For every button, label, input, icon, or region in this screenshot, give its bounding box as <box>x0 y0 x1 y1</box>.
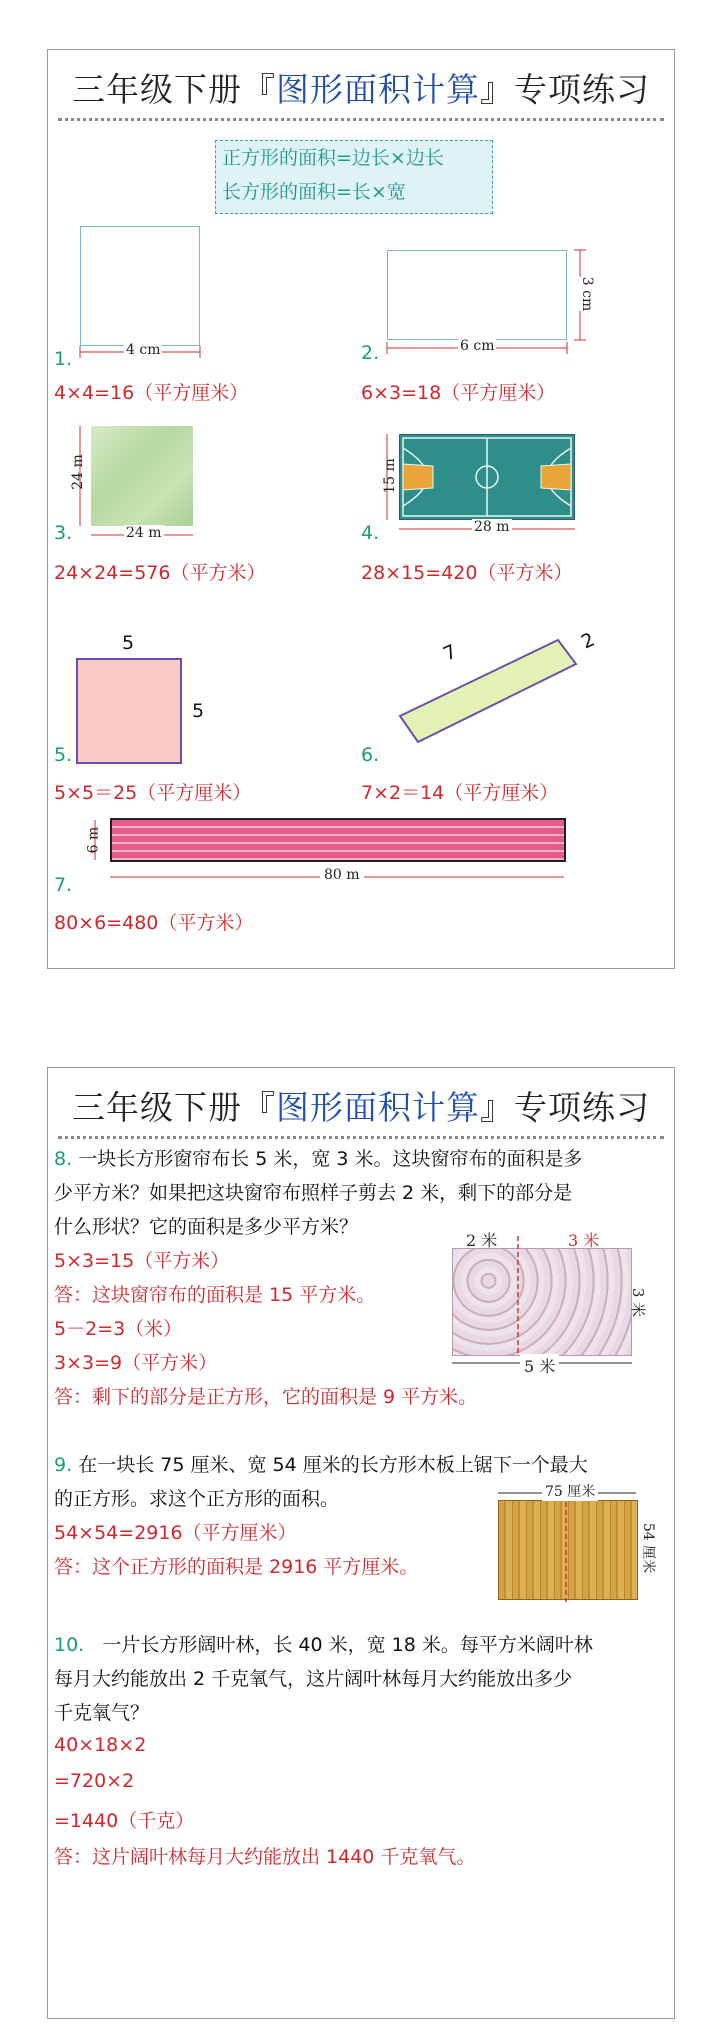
width-label: 3 cm <box>579 276 596 312</box>
problem-text: 一片长方形阔叶林，长 40 米，宽 18 米。每平方米阔叶林 <box>102 1634 593 1656</box>
answer-6: 7×2＝14（平方厘米） <box>361 782 559 804</box>
problem-10-text <box>54 1630 593 1657</box>
answer-5: 5×5＝25（平方厘米） <box>54 782 252 804</box>
title-suffix: 』专项练习 <box>480 1088 650 1127</box>
page-title <box>48 64 674 111</box>
answer-4: 28×15=420（平方米） <box>361 562 573 584</box>
title-prefix: 三年级下册『 <box>72 70 276 109</box>
title-topic: 图形面积计算 <box>276 1088 480 1127</box>
problem-text: 什么形状？它的面积是多少平方米？ <box>54 1216 359 1238</box>
rect-formula: 长方形的面积=长×宽 <box>222 181 406 203</box>
title-suffix: 』专项练习 <box>480 70 650 109</box>
problem-number: 5. <box>54 744 73 766</box>
side-label: 24 m <box>69 454 86 490</box>
width-label: 15 m <box>381 458 398 494</box>
answer-7: 80×6=480（平方米） <box>54 912 254 934</box>
answer-1: 4×4=16（平方厘米） <box>54 382 249 404</box>
dotted-divider <box>58 1136 664 1139</box>
side-label: 24 m <box>126 525 162 541</box>
top-side-label: 5 <box>122 632 135 654</box>
basketball-court-figure <box>399 434 575 520</box>
page-title <box>48 1082 674 1129</box>
problem-number: 2. <box>361 342 380 364</box>
answer-2: 6×3=18（平方厘米） <box>361 382 556 404</box>
solution-line: =720×2 <box>54 1770 135 1792</box>
problem-number: 10. <box>54 1634 85 1656</box>
solution-line: 5×3=15（平方米） <box>54 1250 230 1272</box>
problem-number: 6. <box>361 744 380 766</box>
problem-number: 8. <box>54 1148 73 1170</box>
title-prefix: 三年级下册『 <box>72 1088 276 1127</box>
square-figure-1 <box>80 226 200 346</box>
leaf-square-photo <box>91 426 193 526</box>
solution-line: 54×54=2916（平方厘米） <box>54 1522 297 1544</box>
square-formula: 正方形的面积=边长×边长 <box>222 147 444 169</box>
problem-text: 每月大约能放出 2 千克氧气，这片阔叶林每月大约能放出多少 <box>54 1668 573 1690</box>
tilted-rectangle-figure <box>390 630 590 760</box>
short-side-label: 2 <box>577 628 599 654</box>
problem-text: 的正方形。求这个正方形的面积。 <box>54 1488 340 1510</box>
solution-line: 5－2=3（米） <box>54 1318 183 1340</box>
problem-text: 少平方米？如果把这块窗帘布照样子剪去 2 米，剩下的部分是 <box>54 1182 573 1204</box>
problem-9-text <box>54 1450 588 1477</box>
problem-text: 一块长方形窗帘布长 5 米，宽 3 米。这块窗帘布的面积是多 <box>78 1148 583 1170</box>
dotted-divider <box>58 118 664 121</box>
problem-number: 9. <box>54 1454 73 1476</box>
length-label: 6 cm <box>460 338 495 354</box>
wood-board-photo <box>498 1500 638 1600</box>
solution-line: 答：剩下的部分是正方形，它的面积是 9 平方米。 <box>54 1386 478 1408</box>
problem-8-text <box>54 1144 583 1171</box>
width-label: 4 cm <box>126 342 161 358</box>
pink-square-figure <box>76 658 182 764</box>
problem-number: 1. <box>54 348 73 370</box>
answer-3: 24×24=576（平方米） <box>54 562 266 584</box>
width-label: 54 厘米 <box>640 1522 657 1574</box>
width-label: 3 米 <box>629 1287 648 1318</box>
solution-line: 答：这个正方形的面积是 2916 平方厘米。 <box>54 1556 419 1578</box>
worksheet-page-1 <box>47 49 675 969</box>
running-track-figure <box>110 818 566 862</box>
rectangle-figure-2 <box>387 250 567 340</box>
problem-number: 4. <box>361 522 380 544</box>
width-label: 6 m <box>85 826 102 854</box>
solution-line: 答：这片阔叶林每月大约能放出 1440 千克氧气。 <box>54 1846 476 1868</box>
length-label: 28 m <box>474 519 510 535</box>
problem-text: 千克氧气？ <box>54 1702 150 1724</box>
cut-length-label: 2 米 <box>466 1231 498 1250</box>
solution-line: 答：这块窗帘布的面积是 15 平方米。 <box>54 1284 376 1306</box>
problem-number: 7. <box>54 874 73 896</box>
problem-text: 在一块长 75 厘米、宽 54 厘米的长方形木板上锯下一个最大 <box>78 1454 588 1476</box>
length-label: 75 厘米 <box>542 1481 598 1501</box>
title-topic: 图形面积计算 <box>276 70 480 109</box>
formula-box <box>215 140 493 214</box>
cut-line <box>564 1494 568 1602</box>
length-label: 80 m <box>320 867 364 883</box>
solution-line: =1440（千克） <box>54 1810 195 1832</box>
remaining-length-label: 3 米 <box>568 1231 600 1250</box>
worksheet-page-2 <box>47 1067 675 2019</box>
cut-line <box>516 1236 520 1356</box>
right-side-label: 5 <box>192 700 205 722</box>
length-label: 5 米 <box>520 1354 559 1377</box>
solution-line: 3×3=9（平方米） <box>54 1352 218 1374</box>
curtain-cloth-photo <box>452 1248 632 1356</box>
solution-line: 40×18×2 <box>54 1734 147 1756</box>
problem-number: 3. <box>54 522 73 544</box>
long-side-label: 7 <box>439 640 461 666</box>
